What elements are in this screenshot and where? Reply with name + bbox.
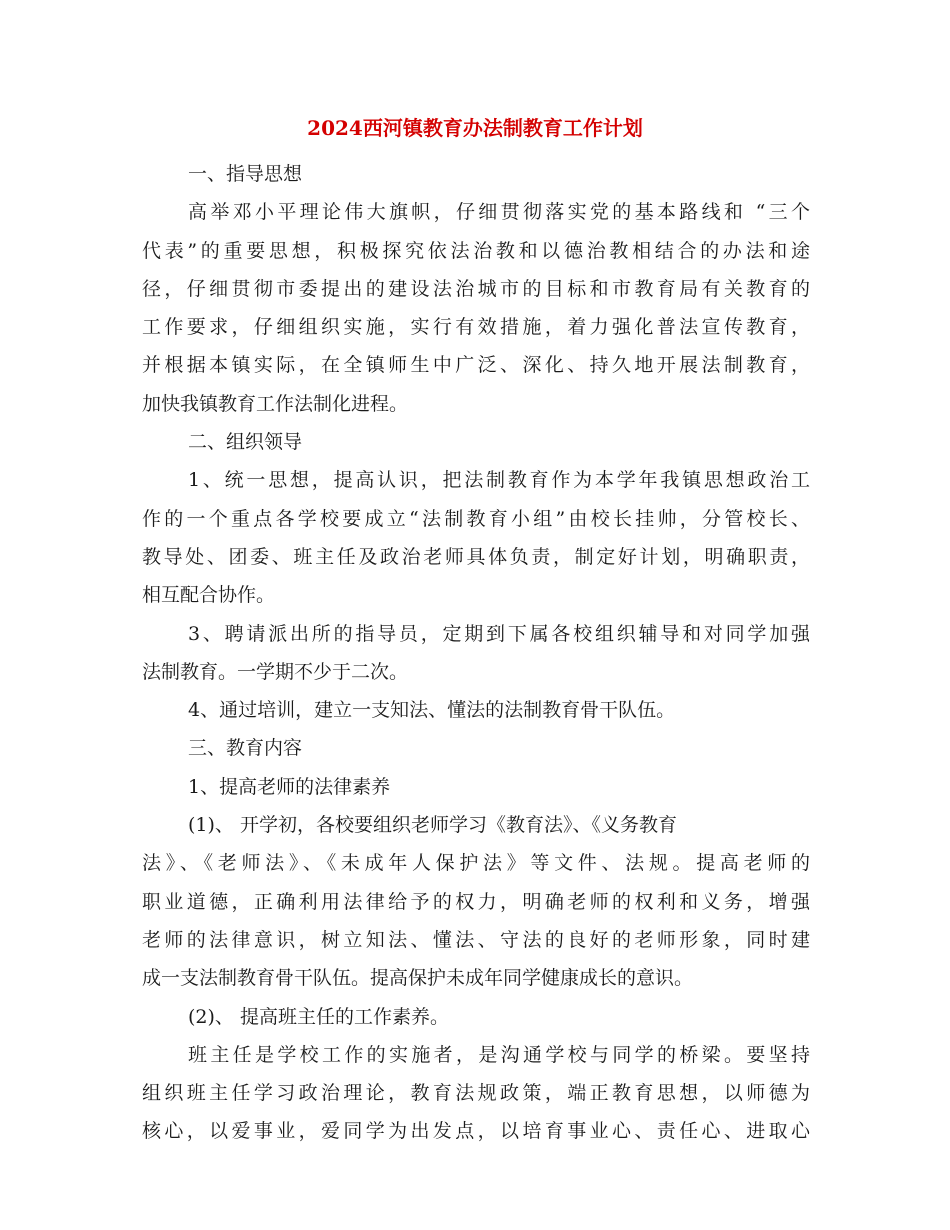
paragraph-line: 代表”的重要思想，积极探究依法治教和以德治教相结合的办法和途 xyxy=(142,239,810,262)
paragraph-line: 并根据本镇实际，在全镇师生中广泛、深化、持久地开展法制教育， xyxy=(142,354,810,377)
paragraph-line: 相互配合协作。 xyxy=(142,584,276,607)
paragraph-line: 职业道德，正确利用法律给予的权力，明确老师的权利和义务，增强 xyxy=(142,890,810,913)
subsection-heading: (2)、 提高班主任的工作素养。 xyxy=(188,1005,449,1028)
paragraph-line: 径，仔细贯彻市委提出的建设法治城市的目标和市教育局有关教育的 xyxy=(142,277,810,300)
paragraph-line: 法》、《老师法》、《未成年人保护法》等文件、法规。提高老师的 xyxy=(142,852,810,875)
paragraph-line: 教导处、团委、班主任及政治老师具体负责，制定好计划，明确职责， xyxy=(142,545,810,568)
paragraph-line: 3、聘请派出所的指导员，定期到下属各校组织辅导和对同学加强 xyxy=(188,622,810,645)
paragraph-line: 1、统一思想，提高认识，把法制教育作为本学年我镇思想政治工 xyxy=(188,469,810,492)
subsection-heading: 1、提高老师的法律素养 xyxy=(188,775,391,798)
paragraph-line: 组织班主任学习政治理论，教育法规政策，端正教育思想，以师德为 xyxy=(142,1082,810,1105)
paragraph-line: (1)、 开学初，各校要组织老师学习《教育法》、《义务教育 xyxy=(188,814,677,837)
section-heading-education-content: 三、教育内容 xyxy=(188,737,303,760)
paragraph-line: 4、通过培训，建立一支知法、懂法的法制教育骨干队伍。 xyxy=(188,699,676,722)
paragraph-line: 成一支法制教育骨干队伍。提高保护未成年同学健康成长的意识。 xyxy=(142,967,694,990)
paragraph-line: 核心，以爱事业，爱同学为出发点，以培育事业心、责任心、进取心 xyxy=(142,1120,810,1143)
paragraph-line: 加快我镇教育工作法制化进程。 xyxy=(142,392,409,415)
paragraph-line: 班主任是学校工作的实施者，是沟通学校与同学的桥梁。要坚持 xyxy=(188,1043,810,1066)
document-body xyxy=(142,155,810,1151)
paragraph-line: 高举邓小平理论伟大旗帜，仔细贯彻落实党的基本路线和 “三个 xyxy=(188,201,810,224)
section-heading-guiding-ideology: 一、指导思想 xyxy=(188,163,303,185)
paragraph-line: 老师的法律意识，树立知法、懂法、守法的良好的老师形象，同时建 xyxy=(142,928,810,951)
paragraph-line: 作的一个重点各学校要成立“法制教育小组”由校长挂帅，分管校长、 xyxy=(142,507,810,530)
paragraph-line: 法制教育。一学期不少于二次。 xyxy=(142,660,409,683)
section-heading-leadership: 二、组织领导 xyxy=(188,431,303,454)
paragraph-line: 工作要求，仔细组织实施，实行有效措施，着力强化普法宣传教育， xyxy=(142,316,810,339)
document-title: 2024西河镇教育办法制教育工作计划 xyxy=(307,116,643,140)
